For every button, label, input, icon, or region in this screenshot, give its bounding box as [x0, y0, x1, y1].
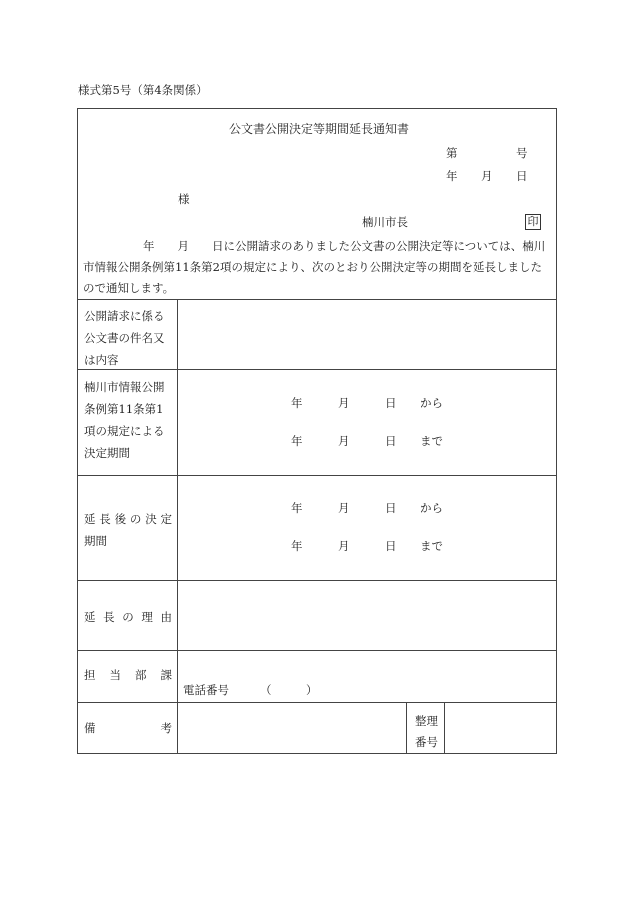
label-line: 公文書の件名又: [84, 331, 165, 345]
ref-number-field[interactable]: [445, 703, 556, 754]
remarks-field[interactable]: [178, 703, 406, 754]
ref-column-divider: [406, 702, 407, 754]
label-line: 公開請求に係る: [84, 309, 165, 323]
original-period-label: [84, 376, 172, 464]
seal-mark: 印: [525, 214, 541, 230]
issuer-name: 楠川市長: [362, 215, 408, 229]
form-number: 様式第5号（第4条関係）: [78, 83, 208, 97]
date-month: 月: [481, 169, 493, 183]
label-line: は内容: [84, 353, 119, 367]
date-year: 年: [446, 169, 458, 183]
original-to-month[interactable]: 月: [338, 434, 350, 448]
ref-number-label: [415, 711, 438, 753]
extended-from-year[interactable]: 年: [291, 501, 303, 515]
label-line: 楠川市情報公開: [84, 380, 165, 394]
original-from-month[interactable]: 月: [338, 396, 350, 410]
label-line: 備 考: [84, 721, 172, 735]
original-from-day[interactable]: 日: [385, 396, 397, 410]
original-from-rel: から: [420, 396, 443, 410]
phone-label: 電話番号: [183, 683, 229, 697]
original-from-year[interactable]: 年: [291, 396, 303, 410]
label-line: 延 長 後 の 決 定: [84, 512, 172, 526]
original-to-day[interactable]: 日: [385, 434, 397, 448]
body-line-1: 年 月 日に公開請求のありました公文書の公開決定等については、楠川: [143, 239, 546, 253]
label-line: 条例第11条第1: [84, 402, 164, 416]
label-line: 担 当 部 課: [84, 668, 172, 682]
document-title: 公文書公開決定等期間延長通知書: [229, 122, 410, 136]
doc-no-suffix: 号: [516, 146, 528, 160]
date-day: 日: [516, 169, 528, 183]
extended-period-label: [84, 508, 172, 552]
body-line-2: 市情報公開条例第11条第2項の規定により、次のとおり公開決定等の期間を延長しました: [83, 260, 542, 274]
extended-to-day[interactable]: 日: [385, 539, 397, 553]
remarks-label: [84, 717, 172, 739]
extended-from-rel: から: [420, 501, 443, 515]
department-label: [84, 664, 172, 686]
phone-parentheses[interactable]: （ ）: [260, 683, 318, 697]
subject-field[interactable]: [178, 300, 556, 369]
reason-label: [84, 606, 172, 628]
label-line: 延 長 の 理 由: [84, 610, 172, 624]
label-line: 決定期間: [84, 446, 130, 460]
extended-to-rel: まで: [420, 539, 443, 553]
row-divider: [77, 475, 557, 476]
original-to-rel: まで: [420, 434, 443, 448]
extended-from-day[interactable]: 日: [385, 501, 397, 515]
extended-to-month[interactable]: 月: [338, 539, 350, 553]
label-line: 番号: [415, 735, 438, 749]
body-line-3: ので通知します。: [83, 281, 175, 295]
original-to-year[interactable]: 年: [291, 434, 303, 448]
subject-label: [84, 305, 172, 371]
addressee-suffix: 様: [178, 192, 190, 206]
extended-from-month[interactable]: 月: [338, 501, 350, 515]
reason-field[interactable]: [178, 581, 556, 650]
extended-to-year[interactable]: 年: [291, 539, 303, 553]
row-divider: [77, 650, 557, 651]
doc-no-prefix: 第: [446, 146, 458, 160]
label-line: 項の規定による: [84, 424, 165, 438]
label-line: 期間: [84, 534, 107, 548]
label-line: 整理: [415, 714, 438, 728]
